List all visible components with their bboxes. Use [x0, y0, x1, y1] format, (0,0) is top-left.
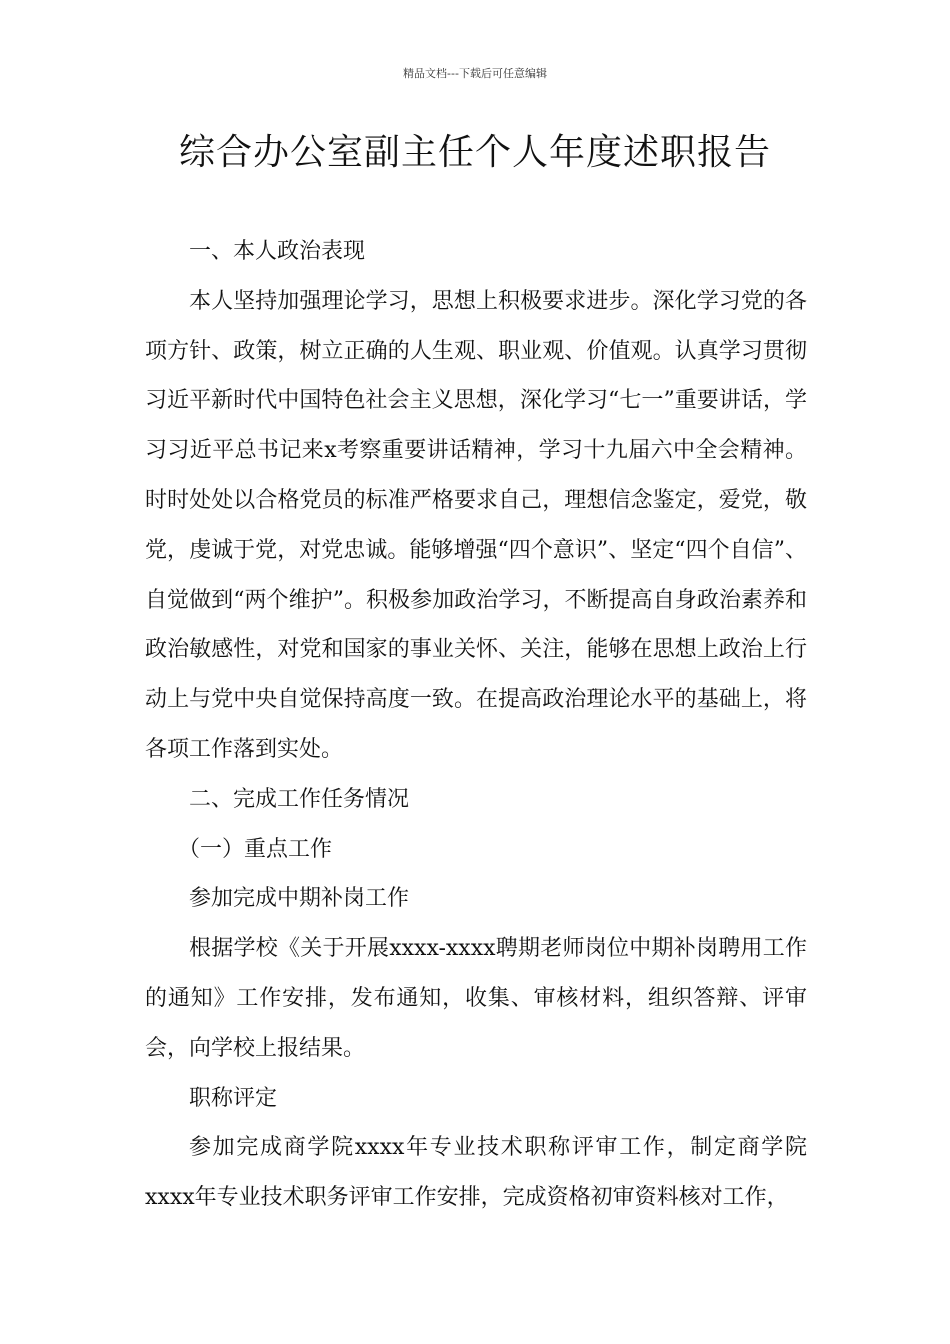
section-heading-political: 一、本人政治表现 — [189, 239, 366, 264]
section-heading-work-tasks: 二、完成工作任务情况 — [189, 786, 410, 812]
item-heading-mid-term: 参加完成中期补岗工作 — [189, 886, 410, 912]
item-heading-title-evaluation: 职称评定 — [189, 1085, 278, 1111]
subsection-heading-key-work: （一）重点工作 — [178, 836, 333, 862]
body-paragraph-political: 本人坚持加强理论学习，思想上积极要求进步。深化学习党的各项方针、政策，树立正确的人生观、职业观、价值观。认真学习贯彻习近平新时代中国特色社会主义思想，深化学习“七一”重要讲话，学习习近平总书记来x考察重要讲话精神，学习十九届六中全会精神。时时处处以合格党员的标准严格要求自己，理想信念鉴定，爱党，敬党，虔诚于党，对党忠诚。能够增强“四个意识”、坚定“四个自信”、自觉做到“两个维护”。积极参加政治学习，不断提高自身政治素养和政治敏感性，对党和国家的事业关怀、关注，能够在思想上政治上行动上与党中央自觉保持高度一致。在提高政治理论水平的基础上，将各项工作落到实处。 — [145, 288, 807, 762]
body-paragraph-mid-term: 根据学校《关于开展xxxx-xxxx聘期老师岗位中期补岗聘用工作的通知》工作安排，发布通知，收集、审核材料，组织答辩、评审会，向学校上报结果。 — [145, 936, 807, 1061]
page-header-note: 精品文档---下载后可任意编辑 — [403, 67, 547, 80]
document-title: 综合办公室副主任个人年度述职报告 — [178, 132, 771, 173]
document-body — [145, 227, 807, 1223]
body-paragraph-title-evaluation: 参加完成商学院xxxx年专业技术职称评审工作，制定商学院xxxx年专业技术职务评审工作安排，完成资格初审资料核对工作， — [145, 1135, 807, 1211]
